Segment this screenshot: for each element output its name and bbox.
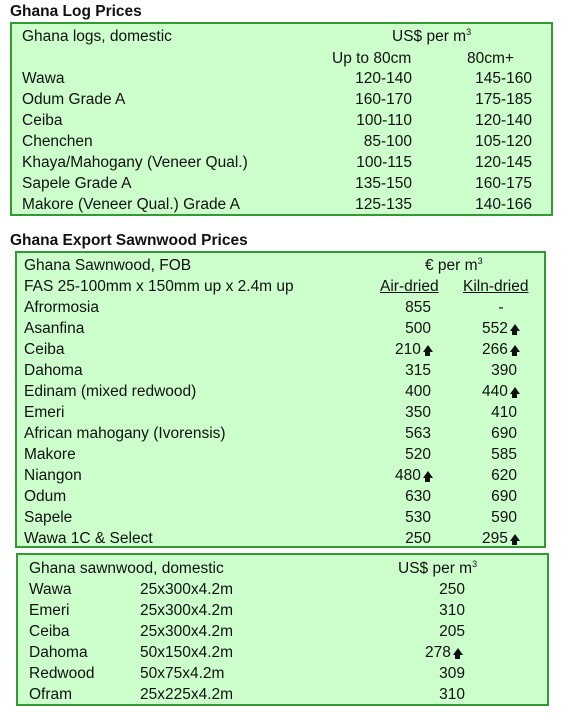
log-columns-row xyxy=(12,48,551,69)
export-label: Ghana Sawnwood, FOB xyxy=(24,257,192,274)
export-price-kiln-dried: 440 xyxy=(482,381,520,402)
export-prices-table xyxy=(15,251,546,548)
export-row xyxy=(17,402,544,423)
export-row xyxy=(17,528,544,549)
up-arrow-icon xyxy=(453,648,463,655)
log-species: Makore (Veneer Qual.) Grade A xyxy=(22,196,240,213)
export-row xyxy=(17,360,544,381)
export-unit: € per $m^3$ xyxy=(425,255,483,274)
domestic-row xyxy=(18,684,547,705)
domestic-price: 310 xyxy=(439,686,465,703)
domestic-price: 278 xyxy=(425,642,463,663)
export-header-row xyxy=(17,255,544,276)
export-price-air-dried: 250 xyxy=(405,530,431,547)
log-row xyxy=(12,194,551,215)
log-row xyxy=(12,68,551,89)
log-price-up-to-80: 100-110 xyxy=(356,112,412,129)
export-spec-row xyxy=(17,276,544,297)
export-species: Wawa 1C & Select xyxy=(24,530,153,547)
export-price-kiln-dried: 295 xyxy=(482,528,520,549)
export-row xyxy=(17,297,544,318)
domestic-size: 25x225x4.2m xyxy=(140,686,234,703)
log-price-80-plus: 120-145 xyxy=(475,154,532,171)
export-price-kiln-dried: 585 xyxy=(491,446,517,463)
log-col-80-plus: 80cm+ xyxy=(467,50,514,67)
export-price-kiln-dried: 620 xyxy=(491,467,517,484)
log-price-up-to-80: 160-170 xyxy=(355,91,412,108)
export-col-kiln-dried: Kiln-dried xyxy=(463,278,529,295)
export-price-air-dried: 630 xyxy=(405,488,431,505)
export-species: Edinam (mixed redwood) xyxy=(24,383,197,400)
export-row xyxy=(17,465,544,486)
log-species: Wawa xyxy=(22,70,65,87)
export-row xyxy=(17,444,544,465)
log-label: Ghana logs, domestic xyxy=(22,28,172,45)
export-species: Ceiba xyxy=(24,341,65,358)
export-price-kiln-dried: 266 xyxy=(482,339,520,360)
domestic-species: Redwood xyxy=(29,665,95,682)
log-species: Ceiba xyxy=(22,112,63,129)
log-header-row xyxy=(12,26,551,47)
export-row xyxy=(17,507,544,528)
log-species: Chenchen xyxy=(22,133,93,150)
log-prices-table xyxy=(10,22,553,216)
up-arrow-icon xyxy=(510,534,520,541)
export-price-air-dried: 400 xyxy=(405,383,431,400)
log-col-up-to-80: Up to 80cm xyxy=(332,50,412,67)
export-species: African mahogany (Ivorensis) xyxy=(24,425,226,442)
domestic-species: Ceiba xyxy=(29,623,70,640)
log-price-80-plus: 160-175 xyxy=(475,175,532,192)
export-price-air-dried: 480 xyxy=(395,465,433,486)
domestic-size: 50x75x4.2m xyxy=(140,665,225,682)
domestic-size: 25x300x4.2m xyxy=(140,623,234,640)
domestic-species: Wawa xyxy=(29,581,72,598)
domestic-size: 25x300x4.2m xyxy=(140,581,234,598)
log-price-up-to-80: 125-135 xyxy=(355,196,412,213)
log-price-80-plus: 145-160 xyxy=(475,70,532,87)
export-price-air-dried: 520 xyxy=(405,446,431,463)
export-row xyxy=(17,381,544,402)
export-prices-title: Ghana Export Sawnwood Prices xyxy=(10,232,248,249)
export-price-kiln-dried: 690 xyxy=(491,488,517,505)
export-price-air-dried: 855 xyxy=(405,299,431,316)
export-species: Afrormosia xyxy=(24,299,99,316)
up-arrow-icon xyxy=(510,324,520,331)
export-col-air-dried: Air-dried xyxy=(380,278,439,295)
export-species: Niangon xyxy=(24,467,82,484)
domestic-species: Dahoma xyxy=(29,644,88,661)
export-species: Odum xyxy=(24,488,67,505)
export-species: Makore xyxy=(24,446,76,463)
domestic-label: Ghana sawnwood, domestic xyxy=(29,560,224,577)
export-species: Asanfina xyxy=(24,320,85,337)
domestic-row xyxy=(18,600,547,621)
domestic-price: 309 xyxy=(439,665,465,682)
export-species: Emeri xyxy=(24,404,65,421)
domestic-prices-table xyxy=(16,553,549,706)
log-price-80-plus: 140-166 xyxy=(475,196,532,213)
log-price-up-to-80: 85-100 xyxy=(363,133,412,150)
export-price-kiln-dried: 552 xyxy=(482,318,520,339)
log-price-up-to-80: 120-140 xyxy=(355,70,412,87)
log-price-up-to-80: 100-115 xyxy=(356,154,412,171)
export-species: Sapele xyxy=(24,509,73,526)
up-arrow-icon xyxy=(510,345,520,352)
log-price-80-plus: 175-185 xyxy=(475,91,532,108)
export-price-kiln-dried: 410 xyxy=(491,404,517,421)
export-spec: FAS 25-100mm x 150mm up x 2.4m up xyxy=(24,278,294,295)
domestic-species: Emeri xyxy=(29,602,70,619)
export-row xyxy=(17,318,544,339)
domestic-price: 310 xyxy=(439,602,465,619)
export-price-air-dried: 350 xyxy=(405,404,431,421)
export-price-air-dried: 530 xyxy=(405,509,431,526)
log-price-up-to-80: 135-150 xyxy=(355,175,412,192)
export-price-kiln-dried: 590 xyxy=(491,509,517,526)
export-row xyxy=(17,486,544,507)
domestic-header-row xyxy=(18,558,547,579)
export-price-air-dried: 315 xyxy=(405,362,431,379)
up-arrow-icon xyxy=(510,387,520,394)
domestic-price: 250 xyxy=(439,581,465,598)
domestic-size: 25x300x4.2m xyxy=(140,602,234,619)
export-price-air-dried: 210 xyxy=(395,339,433,360)
log-price-80-plus: 120-140 xyxy=(475,112,532,129)
domestic-row xyxy=(18,579,547,600)
export-species: Dahoma xyxy=(24,362,83,379)
log-row xyxy=(12,152,551,173)
export-price-kiln-dried: 690 xyxy=(491,425,517,442)
export-row xyxy=(17,423,544,444)
domestic-row xyxy=(18,621,547,642)
export-price-air-dried: 500 xyxy=(405,320,431,337)
up-arrow-icon xyxy=(423,345,433,352)
log-row xyxy=(12,110,551,131)
log-row xyxy=(12,89,551,110)
export-price-kiln-dried: - xyxy=(498,299,504,316)
log-prices-title: Ghana Log Prices xyxy=(10,3,142,20)
domestic-price: 205 xyxy=(439,623,465,640)
domestic-size: 50x150x4.2m xyxy=(140,644,234,661)
log-species: Odum Grade A xyxy=(22,91,126,108)
export-row xyxy=(17,339,544,360)
domestic-row xyxy=(18,663,547,684)
log-unit: US$ per $m^3$ xyxy=(392,26,472,45)
export-price-air-dried: 563 xyxy=(405,425,431,442)
up-arrow-icon xyxy=(423,471,433,478)
domestic-species: Ofram xyxy=(29,686,73,703)
log-price-80-plus: 105-120 xyxy=(475,133,532,150)
log-row xyxy=(12,131,551,152)
domestic-row xyxy=(18,642,547,663)
log-row xyxy=(12,173,551,194)
log-species: Sapele Grade A xyxy=(22,175,132,192)
domestic-unit: US$ per $m^3$ xyxy=(398,558,478,577)
log-species: Khaya/Mahogany (Veneer Qual.) xyxy=(22,154,248,171)
export-price-kiln-dried: 390 xyxy=(491,362,517,379)
